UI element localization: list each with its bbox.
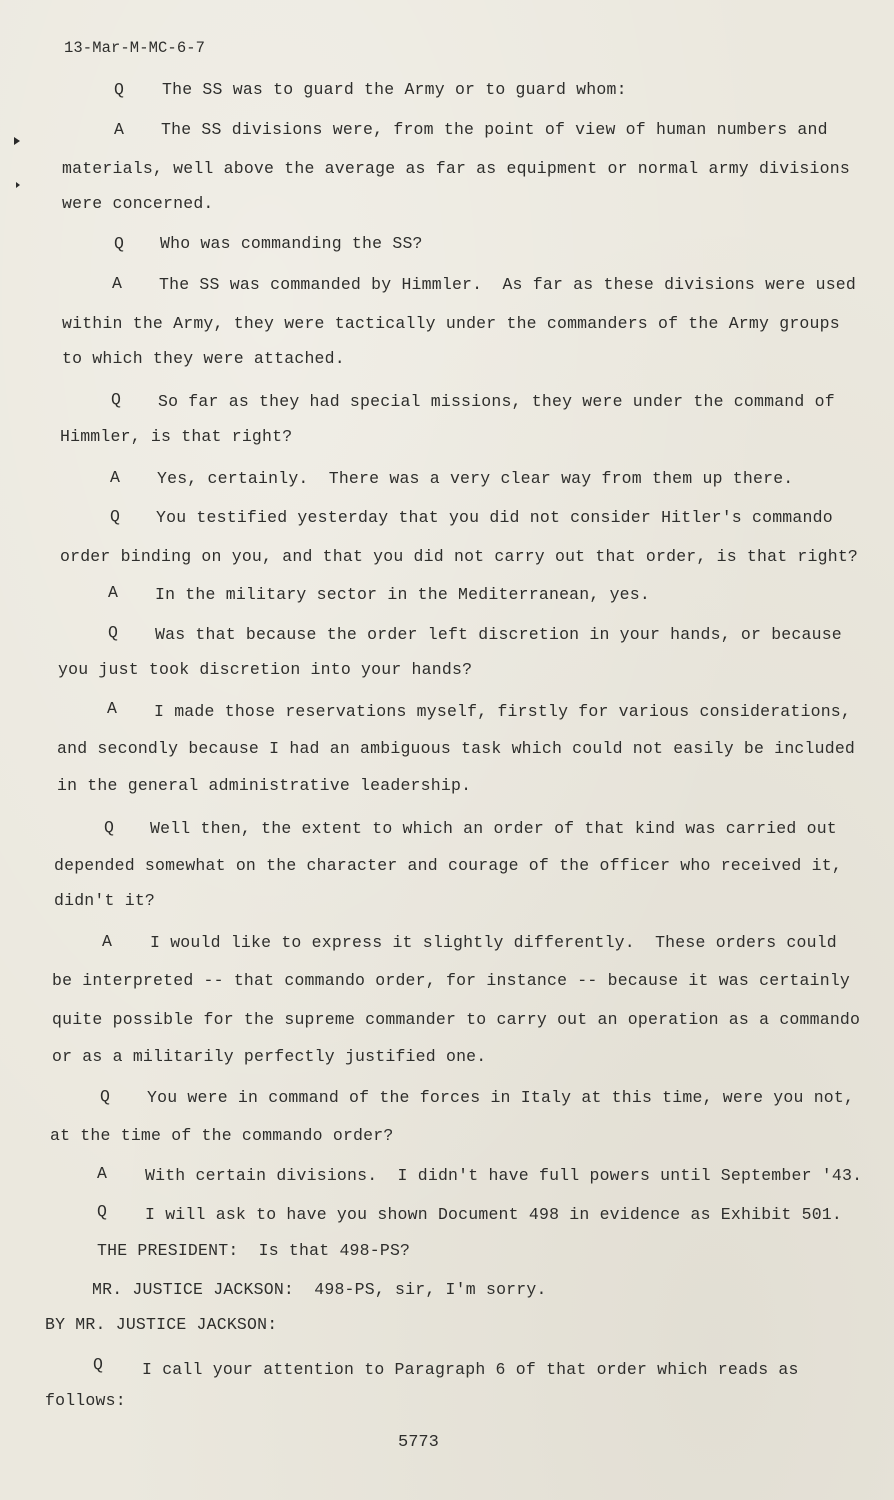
transcript-line: and secondly because I had an ambiguous task which could not easily be included [57,739,856,758]
transcript-line: You testified yesterday that you did not consider Hitler's commando [156,508,833,527]
line-label: A [114,120,124,139]
transcript-line: didn't it? [54,891,156,910]
line-label: Q [114,234,124,253]
line-label: Q [93,1355,103,1374]
transcript-line: quite possible for the supreme commander to carry out an operation as a commando [52,1010,861,1029]
transcript-line: within the Army, they were tactically under the commanders of the Army groups [62,314,840,333]
line-label: Q [104,818,114,837]
line-label: Q [114,80,124,99]
line-label: A [102,932,112,951]
transcript-line: be interpreted -- that commando order, for instance -- because it was certainly [52,971,851,990]
transcript-line: to which they were attached. [62,349,345,368]
line-label: Q [111,390,121,409]
transcript-line: Yes, certainly. There was a very clear way from them up there. [157,469,794,488]
transcript-line: You were in command of the forces in Italy at this time, were you not, [147,1088,855,1107]
transcript-line: I call your attention to Paragraph 6 of that order which reads as [142,1360,799,1379]
transcript-line: I would like to express it slightly differently. These orders could [150,933,837,952]
line-label: A [110,468,120,487]
transcript-line: In the military sector in the Mediterranean, yes. [155,585,650,604]
speaker-line: THE PRESIDENT: Is that 498-PS? [97,1241,411,1260]
speaker-line: MR. JUSTICE JACKSON: 498-PS, sir, I'm sorry. [92,1280,547,1299]
transcript-line: With certain divisions. I didn't have full powers until September '43. [145,1166,863,1185]
transcript-line: materials, well above the average as far as equipment or normal army divisions [62,159,850,178]
transcript-line: at the time of the commando order? [50,1126,394,1145]
transcript-line: Who was commanding the SS? [160,234,423,253]
line-label: A [107,699,117,718]
page-number: 5773 [398,1433,439,1452]
line-label: A [112,274,122,293]
transcript-line: The SS divisions were, from the point of view of human numbers and [161,120,828,139]
line-label: A [108,583,118,602]
transcript-line: The SS was to guard the Army or to guard whom: [162,80,627,99]
line-label: Q [100,1087,110,1106]
transcript-line: I made those reservations myself, firstly for various considerations, [154,702,852,721]
transcript-line: Himmler, is that right? [60,427,293,446]
line-label: Q [110,507,120,526]
line-label: A [97,1164,107,1183]
transcript-line: order binding on you, and that you did not carry out that order, is that right? [60,547,859,566]
transcript-line: follows: [45,1391,126,1410]
transcript-line: you just took discretion into your hands? [58,660,473,679]
transcript-line: The SS was commanded by Himmler. As far as these divisions were used [159,275,857,294]
speaker-line: BY MR. JUSTICE JACKSON: [45,1315,278,1334]
document-header-id: 13-Mar-M-MC-6-7 [64,39,206,57]
transcript-line: in the general administrative leadership. [57,776,472,795]
transcript-line: were concerned. [62,194,214,213]
transcript-line: I will ask to have you shown Document 498 in evidence as Exhibit 501. [145,1205,843,1224]
transcript-line: depended somewhat on the character and courage of the officer who received it, [54,856,842,875]
binder-hole-mark [14,137,20,145]
transcript-line: or as a militarily perfectly justified one. [52,1047,487,1066]
transcript-line: So far as they had special missions, they were under the command of [158,392,835,411]
binder-hole-mark [16,182,20,188]
line-label: Q [97,1202,107,1221]
line-label: Q [108,623,118,642]
transcript-line: Well then, the extent to which an order of that kind was carried out [150,819,837,838]
transcript-line: Was that because the order left discretion in your hands, or because [155,625,842,644]
